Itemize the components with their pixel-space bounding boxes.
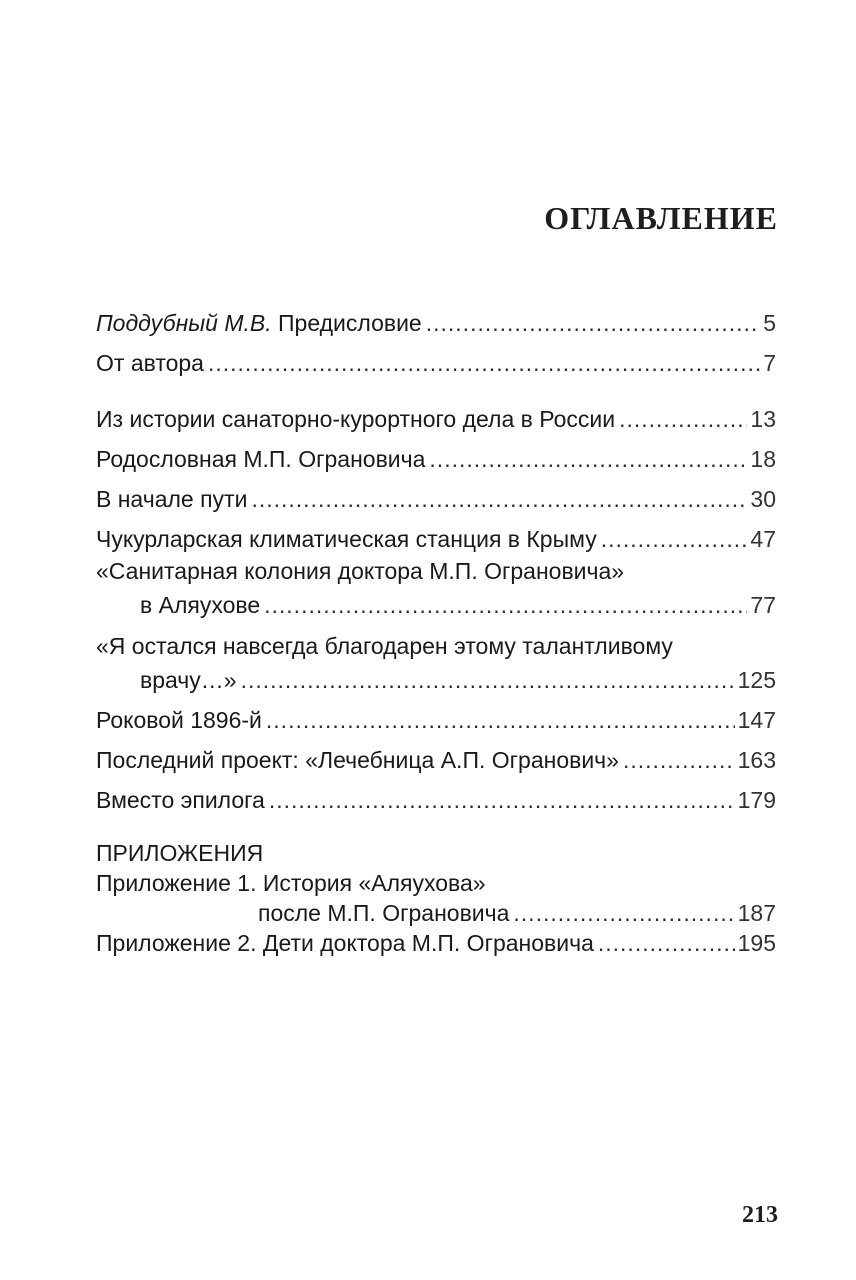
toc-entry-page: 147 <box>737 707 776 733</box>
toc-entry-preface <box>96 306 776 340</box>
dot-leader <box>426 306 760 340</box>
toc-entry-page: 30 <box>750 486 776 512</box>
toc-entry-title: Из истории санаторно-курортного дела в России <box>96 406 616 432</box>
page-number: 213 <box>742 1202 778 1228</box>
dot-leader <box>241 663 735 697</box>
dot-leader <box>251 482 747 516</box>
toc-entry-title-line: «Я остался навсегда благодарен этому талантливому <box>96 633 673 659</box>
toc-entry-page: 5 <box>763 310 776 336</box>
dot-leader <box>269 783 735 817</box>
toc-entry-1896 <box>96 703 776 737</box>
toc-entry-page: 179 <box>737 787 776 813</box>
dot-leader <box>264 588 747 622</box>
toc-entry-page: 125 <box>737 667 776 693</box>
toc-entry-title-line: Приложение 1. История «Аляухова» <box>96 870 486 896</box>
toc-entry-page: 18 <box>750 446 776 472</box>
dot-leader <box>429 442 747 476</box>
toc-entry-page: 13 <box>750 406 776 432</box>
appendix-item-1 <box>96 868 776 928</box>
appendix-item-2 <box>96 928 776 958</box>
toc-entry-label <box>96 306 422 340</box>
toc-entry-title: Чукурларская климатическая станция в Крыму <box>96 526 597 552</box>
toc-entry-page: 47 <box>750 526 776 552</box>
dot-leader <box>513 898 734 928</box>
toc-entry-page: 187 <box>737 900 776 926</box>
dot-leader <box>601 522 748 556</box>
toc-entry-title: Приложение 2. Дети доктора М.П. Ограновича <box>96 930 594 956</box>
toc-entry-epilogue <box>96 783 776 817</box>
toc-entry-page: 195 <box>737 930 776 956</box>
toc-entry-title: От автора <box>96 350 204 376</box>
toc-entry-title: В начале пути <box>96 486 248 512</box>
toc-entry-title-line: «Санитарная колония доктора М.П. Ограновича» <box>96 558 625 584</box>
toc-entry-beginning <box>96 482 776 516</box>
toc-entry-genealogy <box>96 442 776 476</box>
dot-leader <box>619 402 747 436</box>
toc-entry-title: Последний проект: «Лечебница А.П. Огранович» <box>96 747 619 773</box>
toc-entry-colony <box>96 554 776 622</box>
dot-leader <box>208 346 760 380</box>
toc-entry-title: Родословная М.П. Ограновича <box>96 446 426 472</box>
toc-entry-title-line: в Аляухове <box>140 592 261 618</box>
toc-entry-title: Вместо эпилога <box>96 787 265 813</box>
page-title: ОГЛАВЛЕНИЕ <box>544 200 778 236</box>
toc-entry-page: 163 <box>737 747 776 773</box>
dot-leader <box>623 743 735 777</box>
toc-entry-title-line: врачу…» <box>140 667 237 693</box>
dot-leader <box>266 703 735 737</box>
table-of-contents <box>96 306 776 817</box>
toc-entry-title: Предисловие <box>278 310 422 336</box>
dot-leader <box>598 928 735 958</box>
toc-entry-author: Поддубный М.В. <box>96 310 272 336</box>
appendix-section <box>96 838 776 958</box>
toc-entry-page: 77 <box>750 592 776 618</box>
appendix-heading: ПРИЛОЖЕНИЯ <box>96 840 264 866</box>
toc-entry-from-author <box>96 346 776 380</box>
toc-entry-title: Роковой 1896-й <box>96 707 262 733</box>
toc-entry-last-project <box>96 743 776 777</box>
toc-entry-history <box>96 402 776 436</box>
toc-entry-page: 7 <box>763 350 776 376</box>
toc-entry-grateful <box>96 629 776 697</box>
toc-entry-chukurlar <box>96 522 776 556</box>
toc-entry-title-line: после М.П. Ограновича <box>258 900 510 926</box>
